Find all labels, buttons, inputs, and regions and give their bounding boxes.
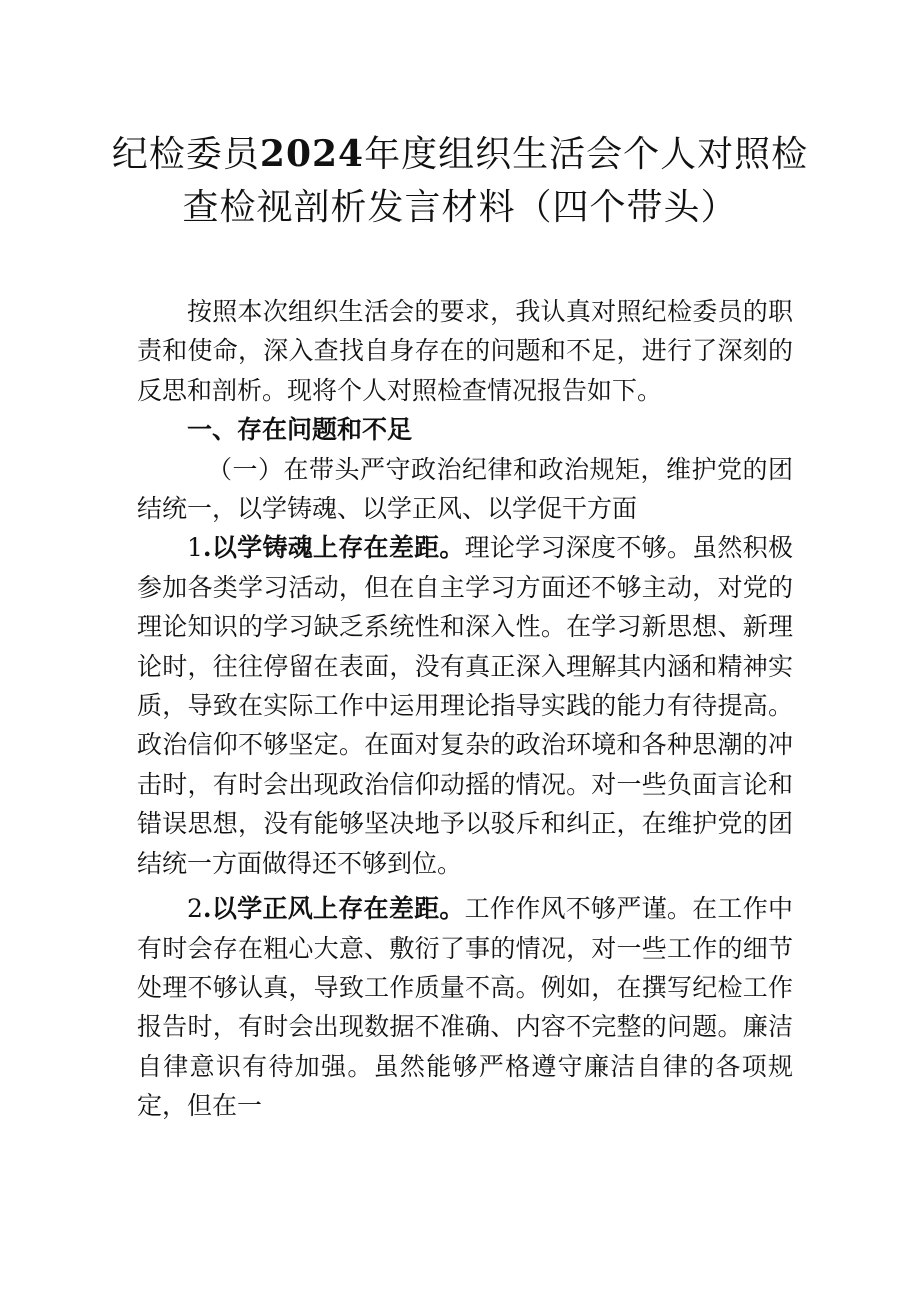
item-1-text: 理论学习深度不够。虽然积极参加各类学习活动，但在自主学习方面还不够主动，对党的理论知识的学习缺乏系统性和深入性。在学习新思想、新理论时，往往停留在表面，没有真正深入理解其内涵和精神实质，导致在实际工作中运用理论指导实践的能力有待提高。政治信仰不够坚定。在面对复杂的政治环境和各种思潮的冲击时，有时会出现政治信仰动摇的情况。对一些负面言论和错误思想，没有能够坚决地予以驳斥和纠正，在维护党的团结统一方面做得还不够到位。	[137, 533, 793, 878]
title-suffix: 年度组织生活会个人对照检	[364, 134, 809, 175]
item-1-heading: .以学铸魂上存在差距。	[202, 533, 465, 563]
document-body	[137, 292, 793, 1126]
item-1-number: 1	[187, 533, 203, 563]
item-2-text: 工作作风不够严谨。在工作中有时会存在粗心大意、敷衍了事的情况，对一些工作的细节处理不够认真，导致工作质量不高。例如，在撰写纪检工作报告时，有时会出现数据不准确、内容不完整的问题。廉洁自律意识有待加强。虽然能够严格遵守廉洁自律的各项规定，但在一	[137, 894, 793, 1121]
subsection-heading: （一）在带头严守政治纪律和政治规矩，维护党的团结统一，以学铸魂、以学正风、以学促干方面	[137, 454, 793, 524]
document-title-line-1	[100, 128, 820, 181]
section-heading: 一、存在问题和不足	[187, 415, 413, 445]
document-title-line-2: 查检视剖析发言材料（四个带头）	[182, 187, 738, 228]
title-year: 2024	[259, 133, 365, 175]
item-2-number: 2	[187, 894, 203, 924]
item-2-paragraph	[137, 889, 793, 1125]
item-1-paragraph	[137, 528, 793, 883]
item-2-heading: .以学正风上存在差距。	[202, 894, 465, 924]
intro-paragraph: 按照本次组织生活会的要求，我认真对照纪检委员的职责和使命，深入查找自身存在的问题和不足，进行了深刻的反思和剖析。现将个人对照检查情况报告如下。	[137, 297, 793, 405]
title-prefix: 纪检委员	[111, 134, 260, 175]
